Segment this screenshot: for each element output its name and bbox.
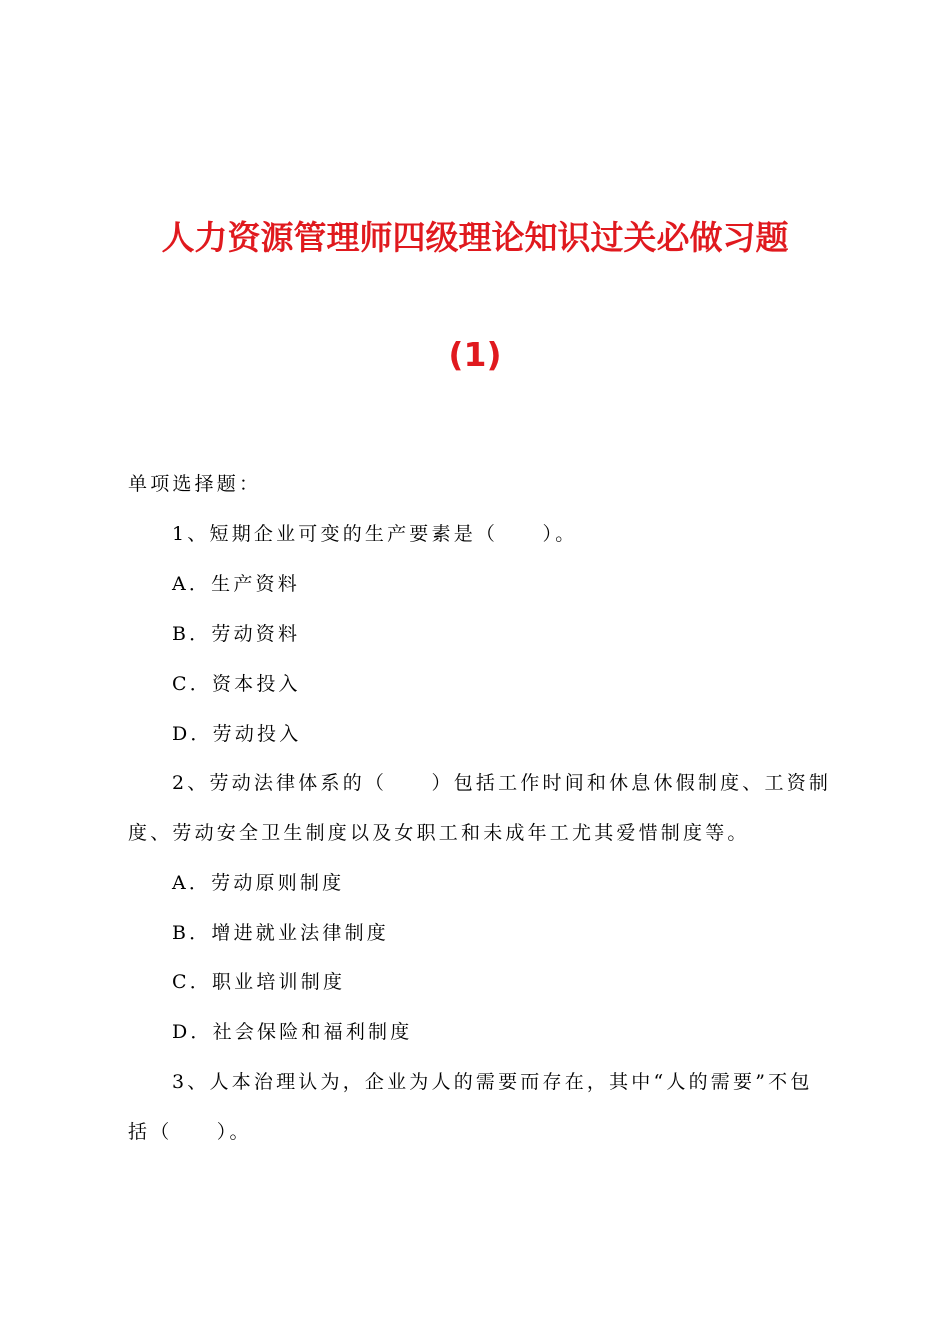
document-title-number: (1) xyxy=(448,335,502,374)
question-2-text-line2: 度、劳动安全卫生制度以及女职工和未成年工尤其爱惜制度等。 xyxy=(128,822,750,844)
question-3-text-line2: 括（ ）。 xyxy=(128,1121,252,1143)
question-2-option-b: B．增进就业法律制度 xyxy=(172,922,389,944)
question-1-option-b: B．劳动资料 xyxy=(172,623,301,645)
question-1-option-d: D．劳动投入 xyxy=(172,723,302,745)
question-1-text: 1、短期企业可变的生产要素是（ ）。 xyxy=(172,523,578,545)
section-heading: 单项选择题： xyxy=(128,473,262,495)
document-title: 人力资源管理师四级理论知识过关必做习题 xyxy=(161,218,789,257)
question-2-text-line1: 2、劳动法律体系的（ ）包括工作时间和休息休假制度、工资制 xyxy=(172,772,832,794)
question-3-text-line1: 3、人本治理认为，企业为人的需要而存在，其中“人的需要”不包 xyxy=(172,1071,813,1093)
question-1-option-a: A．生产资料 xyxy=(172,573,300,595)
question-2-option-a: A．劳动原则制度 xyxy=(172,872,345,894)
question-2-option-d: D．社会保险和福利制度 xyxy=(172,1021,413,1043)
question-2-option-c: C．职业培训制度 xyxy=(172,971,346,993)
question-1-option-c: C．资本投入 xyxy=(172,673,301,695)
